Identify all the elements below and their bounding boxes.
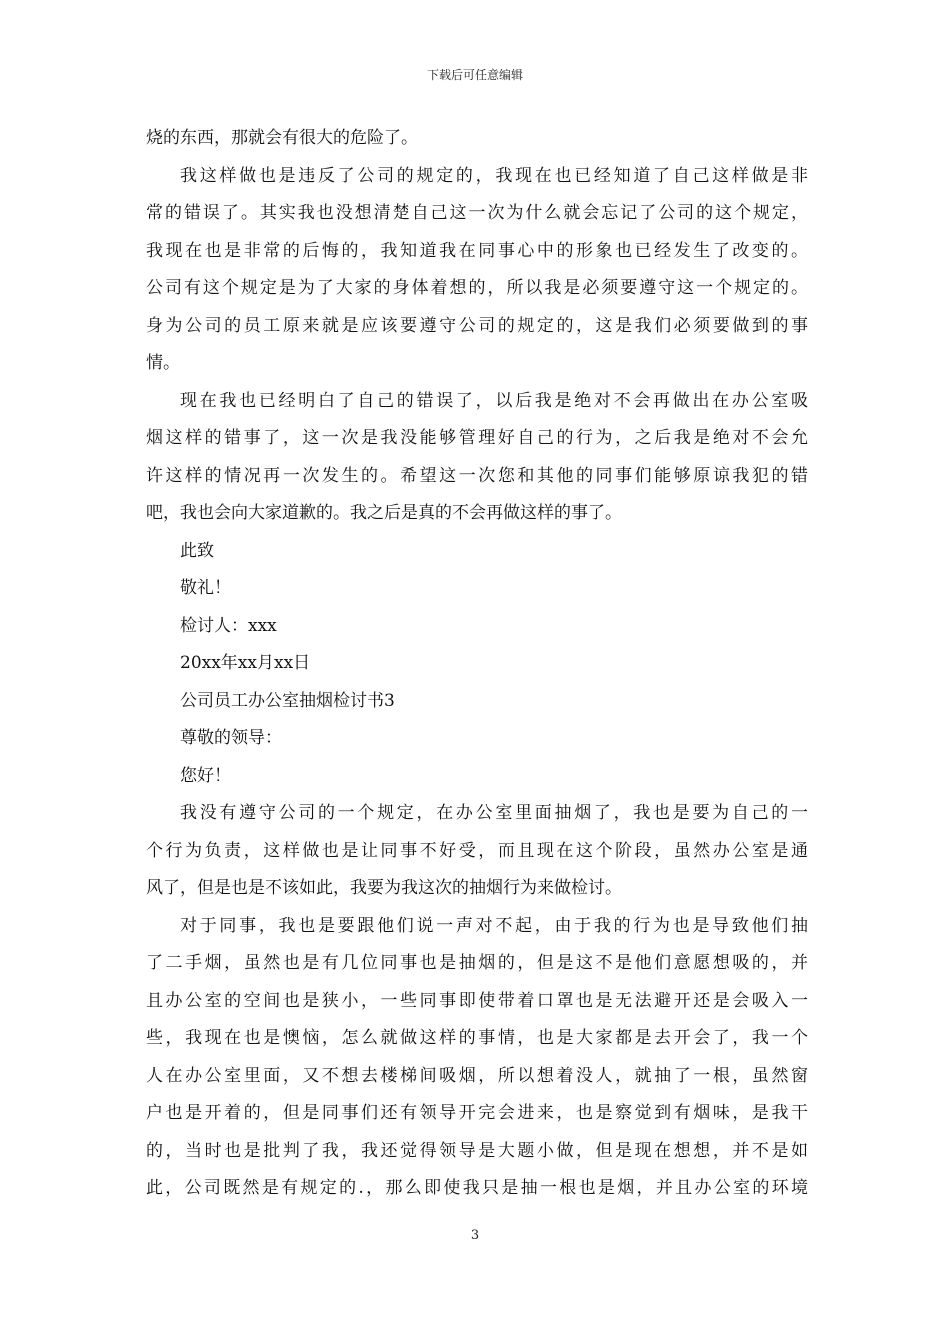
text-line: 常的错误了。其实我也没想清楚自己这一次为什么就会忘记了公司的这个规定， — [146, 203, 808, 223]
text-line: 且办公室的空间也是狭小，一些同事即使带着口罩也是无法避开还是会吸入一 — [146, 990, 808, 1011]
page-header: 下载后可任意编辑 — [426, 68, 523, 82]
text-line: 我现在也是非常的后悔的，我知道我在同事心中的形象也已经发生了改变的。 — [146, 240, 808, 261]
closing-line: 此致 — [180, 540, 214, 561]
text-line: 我这样做也是违反了公司的规定的，我现在也已经知道了自己这样做是非 — [180, 165, 808, 186]
text-line: 我没有遵守公司的一个规定，在办公室里面抽烟了，我也是要为自己的一 — [180, 803, 808, 823]
text-line: 对于同事，我也是要跟他们说一声对不起，由于我的行为也是导致他们抽 — [180, 915, 808, 936]
text-line: 此，公司既然是有规定的.，那么即使我只是抽一根也是烟，并且办公室的环境 — [146, 1178, 808, 1198]
greeting-line: 尊敬的领导： — [180, 728, 282, 748]
page-number: 3 — [470, 1228, 480, 1243]
greeting-line: 您好！ — [180, 765, 231, 786]
text-line: 身为公司的员工原来就是应该要遵守公司的规定的，这是我们必须要做到的事 — [146, 315, 808, 336]
text-line: 现在我也已经明白了自己的错误了，以后我是绝对不会再做出在办公室吸 — [180, 390, 808, 411]
text-line: 吧，我也会向大家道歉的。我之后是真的不会再做这样的事了。 — [146, 503, 622, 523]
text-line: 人在办公室里面，又不想去楼梯间吸烟，所以想着没人，就抽了一根，虽然窗 — [146, 1065, 808, 1086]
salutation-line: 敬礼！ — [180, 578, 231, 598]
date-line: 20xx年xx月xx日 — [180, 653, 311, 673]
text-line: 的，当时也是批判了我，我还觉得领导是大题小做，但是现在想想，并不是如 — [146, 1140, 808, 1161]
text-line: 户也是开着的，但是同事们还有领导开完会进来，也是察觉到有烟味，是我干 — [146, 1103, 808, 1123]
text-line: 了二手烟，虽然也是有几位同事也是抽烟的，但是这不是他们意愿想吸的，并 — [146, 953, 808, 973]
text-line: 情。 — [146, 353, 180, 373]
text-line: 许这样的情况再一次发生的。希望这一次您和其他的同事们能够原谅我犯的错 — [146, 465, 808, 486]
text-line: 烟这样的错事了，这一次是我没能够管理好自己的行为，之后我是绝对不会允 — [146, 428, 808, 448]
document-body — [146, 120, 808, 1208]
signer-line: 检讨人：xxx — [180, 615, 277, 636]
text-line: 烧的东西，那就会有很大的危险了。 — [146, 128, 418, 148]
section-title: 公司员工办公室抽烟检讨书3 — [180, 690, 395, 711]
text-line: 公司有这个规定是为了大家的身体着想的，所以我是必须要遵守这一个规定的。 — [146, 278, 808, 298]
text-line: 风了，但是也是不该如此，我要为我这次的抽烟行为来做检讨。 — [146, 878, 622, 898]
text-line: 个行为负责，这样做也是让同事不好受，而且现在这个阶段，虽然办公室是通 — [146, 840, 808, 861]
text-line: 些，我现在也是懊恼，怎么就做这样的事情，也是大家都是去开会了，我一个 — [146, 1028, 808, 1048]
